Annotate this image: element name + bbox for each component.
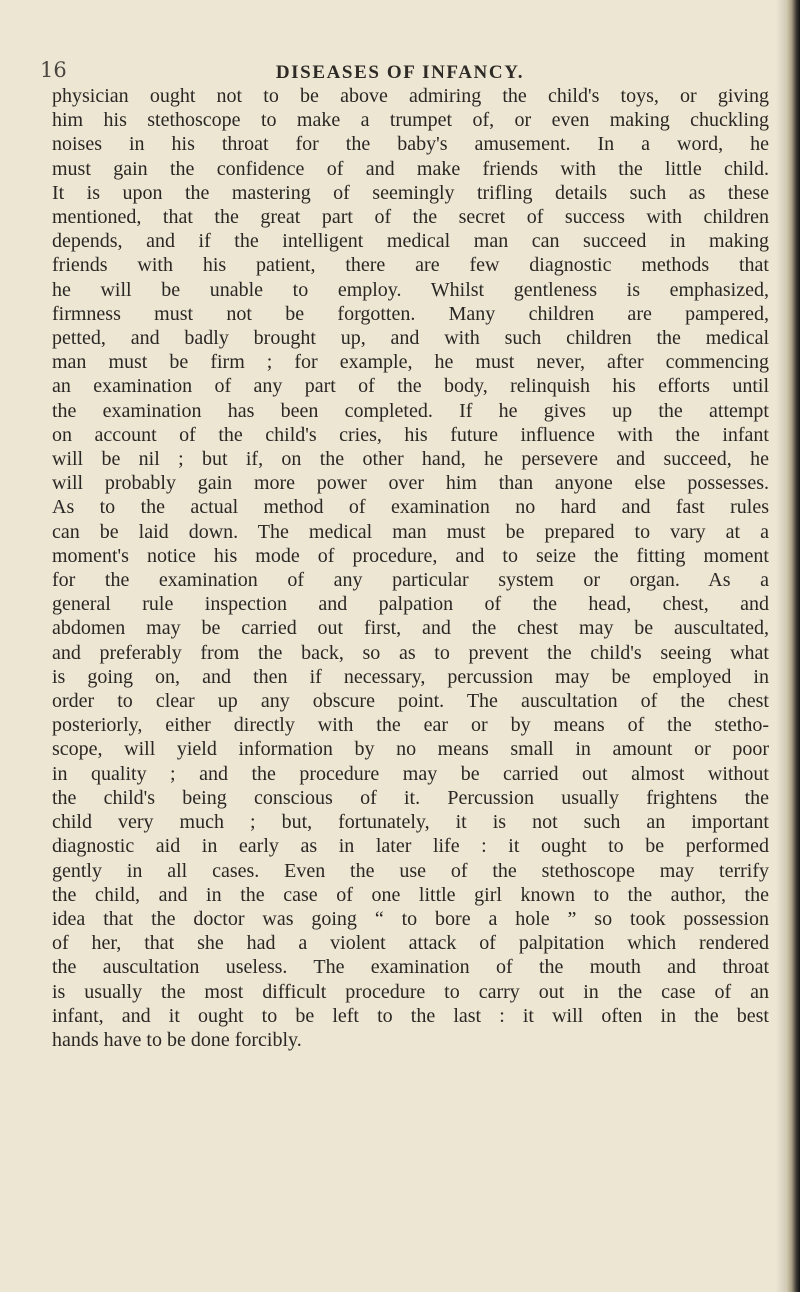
text-line: child very much ; but, fortunately, it is not such an important (52, 811, 769, 834)
text-line: he will be unable to employ. Whilst gentleness is emphasized, (52, 278, 769, 301)
page-gutter-shadow (776, 0, 786, 1292)
book-spine-edge (786, 0, 800, 1292)
text-line: It is upon the mastering of seemingly trifling details such as these (52, 181, 769, 204)
text-line: is going on, and then if necessary, percussion may be employed in (52, 665, 769, 688)
text-line: scope, will yield information by no means small in amount or poor (52, 738, 769, 761)
text-line: diagnostic aid in early as in later life : it ought to be performed (52, 835, 769, 858)
text-line: and preferably from the back, so as to prevent the child's seeing what (52, 641, 769, 664)
text-line: posteriorly, either directly with the ear or by means of the stetho- (52, 714, 769, 737)
text-line: him his stethoscope to make a trumpet of, or even making chuckling (52, 109, 769, 132)
text-line: will probably gain more power over him than anyone else possesses. (52, 472, 769, 495)
text-line: hands have to be done forcibly. (52, 1028, 302, 1051)
text-line: noises in his throat for the baby's amusement. In a word, he (52, 133, 769, 156)
text-line: of her, that she had a violent attack of palpitation which rendered (52, 932, 769, 955)
text-line: idea that the doctor was going “ to bore a hole ” so took possession (52, 907, 769, 930)
text-line: is usually the most difficult procedure to carry out in the case of an (52, 980, 769, 1003)
text-line: in quality ; and the procedure may be carried out almost without (52, 762, 769, 785)
text-line: for the examination of any particular system or organ. As a (52, 569, 769, 592)
text-line: man must be firm ; for example, he must never, after commencing (52, 351, 769, 374)
text-line: will be nil ; but if, on the other hand, he persevere and succeed, he (52, 448, 769, 471)
text-line: moment's notice his mode of procedure, and to seize the fitting moment (52, 544, 769, 567)
text-line: gently in all cases. Even the use of the stethoscope may terrify (52, 859, 769, 882)
text-line: firmness must not be forgotten. Many children are pampered, (52, 302, 769, 325)
text-line: the child, and in the case of one little girl known to the author, the (52, 883, 769, 906)
text-line: friends with his patient, there are few diagnostic methods that (52, 254, 769, 277)
running-head: DISEASES OF INFANCY. (275, 62, 525, 83)
text-line: abdomen may be carried out first, and the chest may be auscultated, (52, 617, 769, 640)
text-line: on account of the child's cries, his future influence with the infant (52, 423, 769, 446)
text-line: the child's being conscious of it. Percussion usually frightens the (52, 786, 769, 809)
text-line: order to clear up any obscure point. The auscultation of the chest (52, 690, 769, 713)
text-line: must gain the confidence of and make friends with the little child. (52, 157, 769, 180)
text-line: mentioned, that the great part of the secret of success with children (52, 206, 769, 229)
text-line: the examination has been completed. If he gives up the attempt (52, 399, 769, 422)
text-line: depends, and if the intelligent medical man can succeed in making (52, 230, 769, 253)
text-line: infant, and it ought to be left to the last : it will often in the best (52, 1004, 769, 1027)
text-line: general rule inspection and palpation of the head, chest, and (52, 593, 769, 616)
text-line: can be laid down. The medical man must be prepared to vary at a (52, 520, 769, 543)
text-line: As to the actual method of examination no hard and fast rules (52, 496, 769, 519)
page-number: 16 (40, 58, 67, 82)
body-text (52, 84, 769, 1052)
text-line: the auscultation useless. The examination of the mouth and throat (52, 956, 769, 979)
text-line: petted, and badly brought up, and with such children the medical (52, 327, 769, 350)
text-line: an examination of any part of the body, relinquish his efforts until (52, 375, 769, 398)
text-line: physician ought not to be above admiring the child's toys, or giving (52, 85, 769, 107)
